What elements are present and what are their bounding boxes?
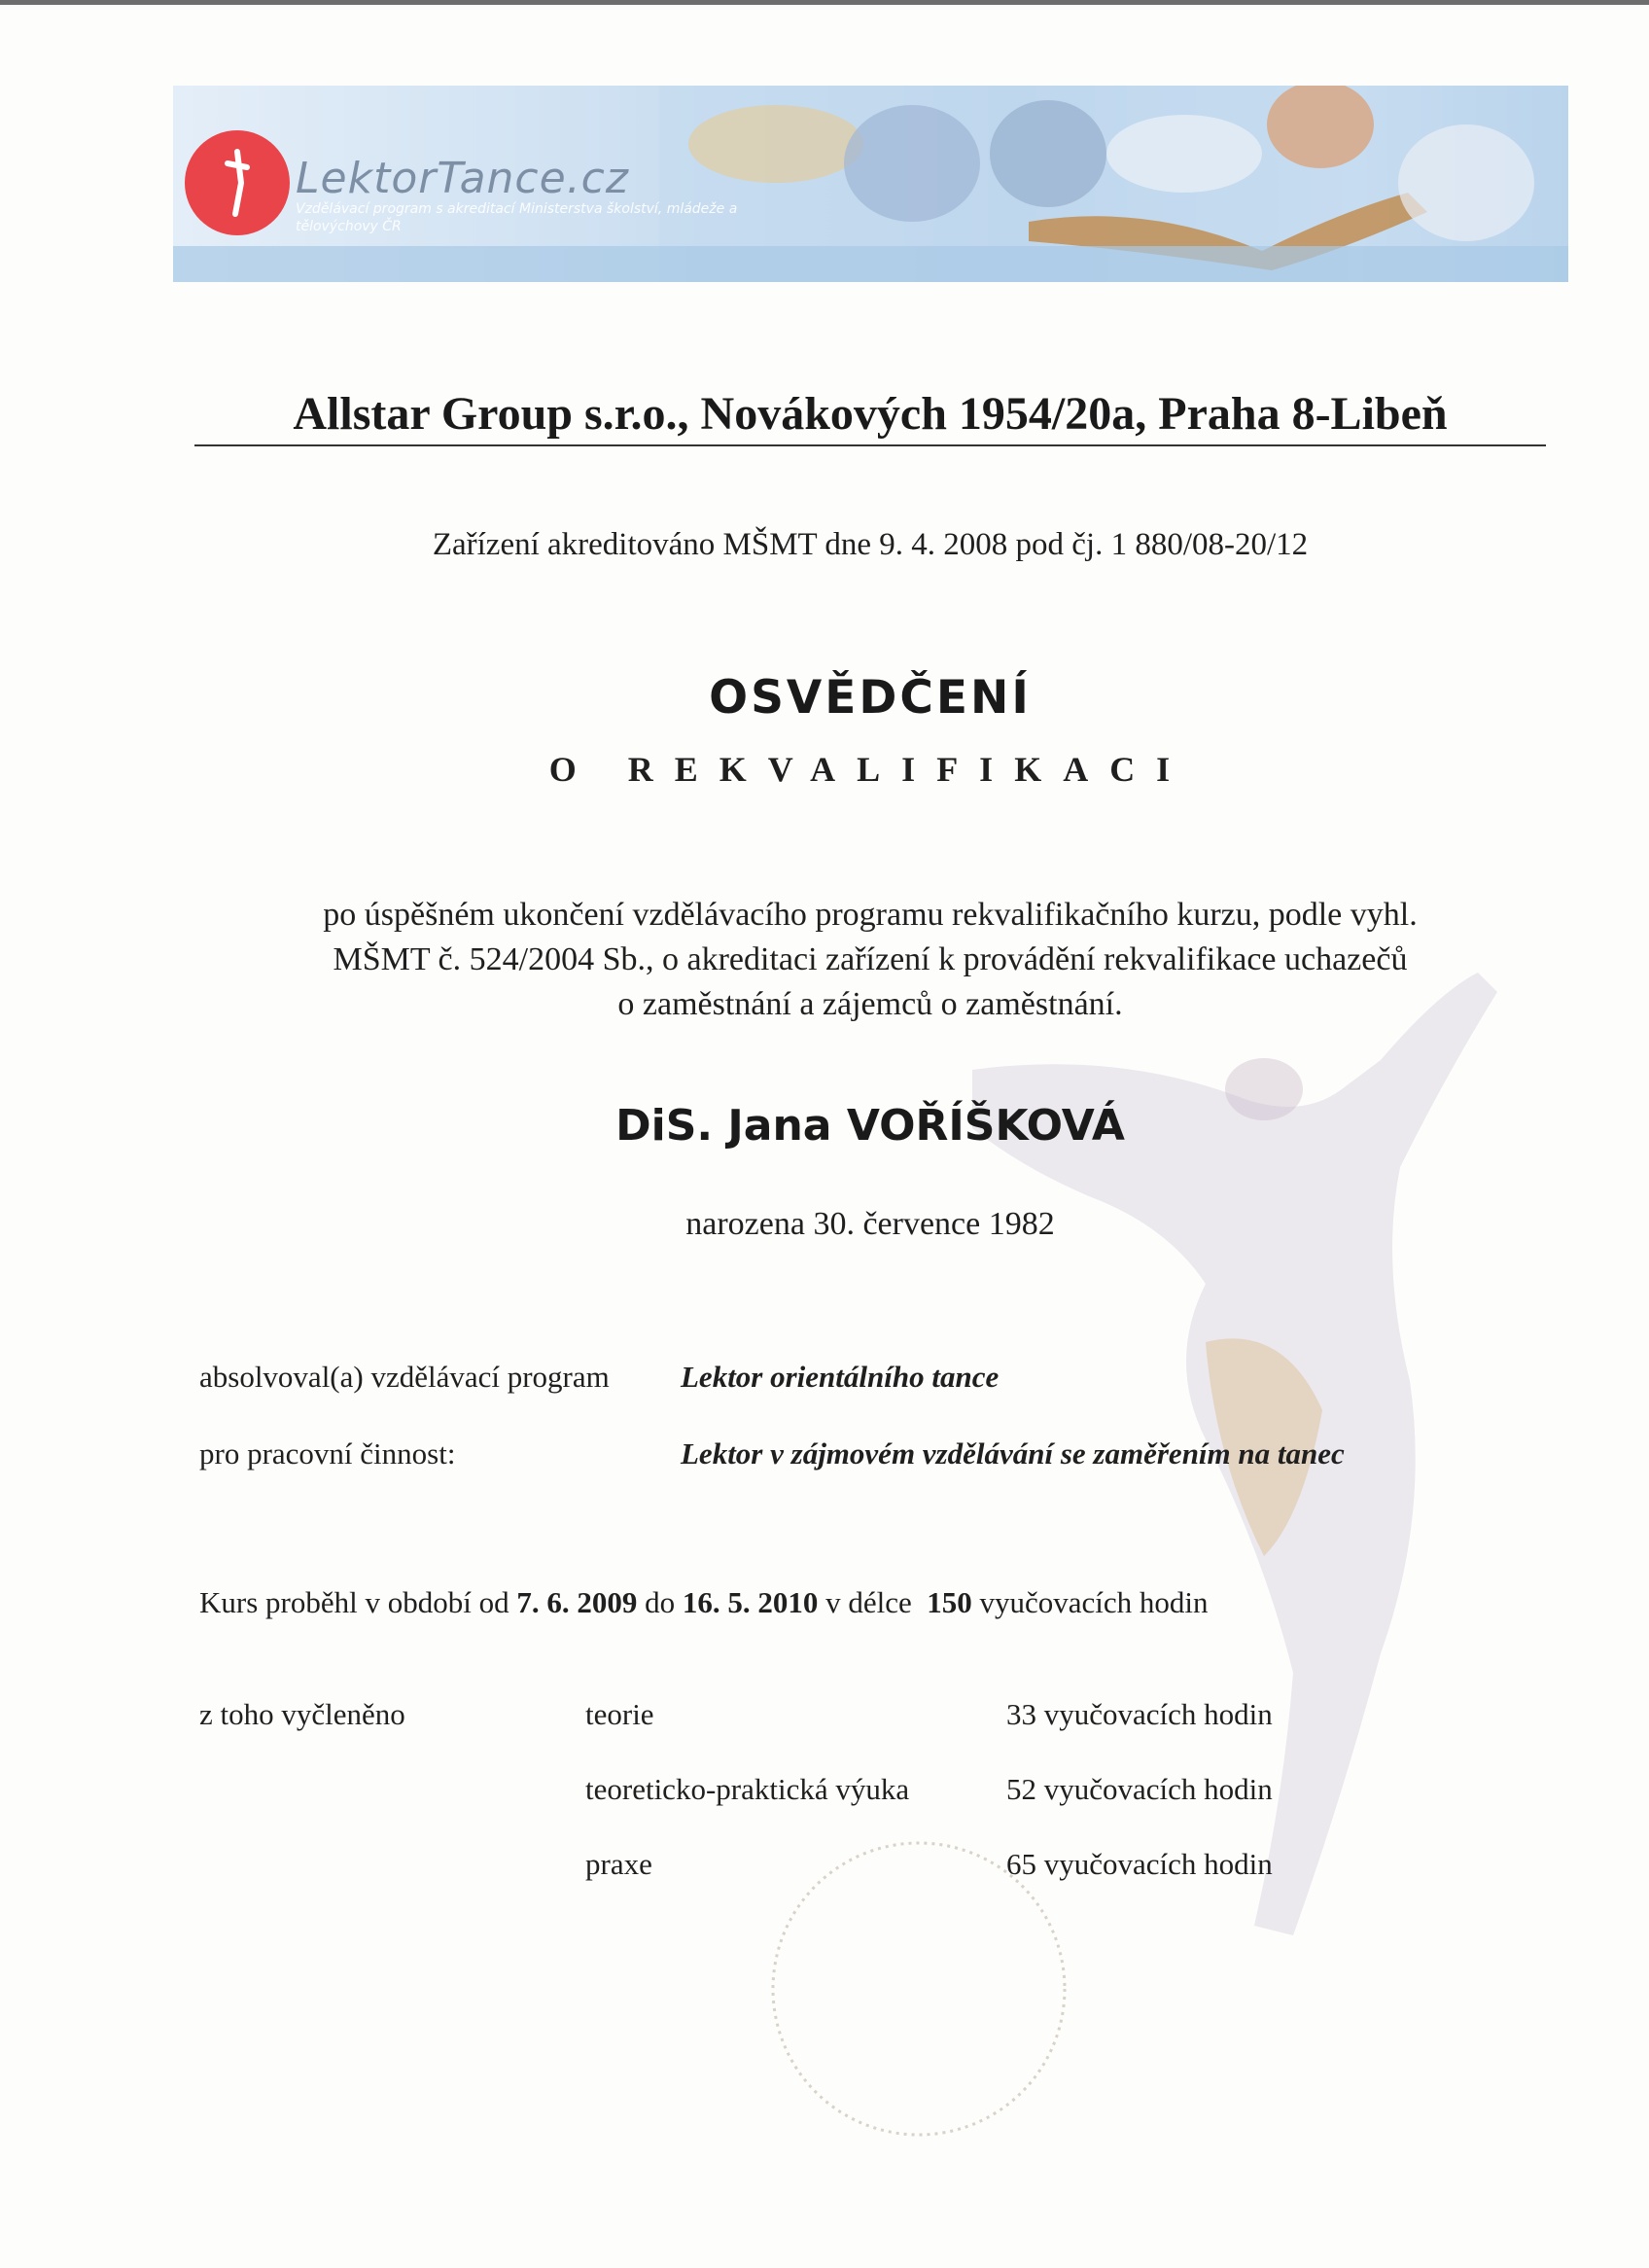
breakdown-row-name: teoreticko-praktická výuka — [585, 1772, 910, 1806]
accreditation-line: Zařízení akreditováno MŠMT dne 9. 4. 2008 pod čj. 1 880/08-20/12 — [432, 527, 1309, 562]
breakdown-label: z toho vyčleněno — [199, 1697, 405, 1731]
breakdown-row-hours: 33 vyučovacích hodin — [1006, 1697, 1273, 1731]
program-value: Lektor orientálního tance — [681, 1360, 1000, 1394]
banner-logo-text: LektorTance.cz — [296, 154, 629, 203]
person-name: DiS. Jana VOŘÍŠKOVÁ — [615, 1101, 1125, 1151]
organization-address: Allstar Group s.r.o., Novákových 1954/20a, Praha 8-Libeň — [293, 388, 1448, 440]
intro-line-1: po úspěšném ukončení vzdělávacího programu rekvalifikačního kurzu, podle vyhl. — [323, 897, 1418, 933]
program-label: absolvoval(a) vzdělávací program — [199, 1360, 610, 1394]
breakdown-row-name: praxe — [585, 1847, 652, 1881]
breakdown-row-name: teorie — [585, 1697, 654, 1731]
course-date-from: 7. 6. 2009 — [516, 1585, 638, 1619]
course-prefix: Kurs proběhl v období od — [199, 1585, 509, 1619]
course-period — [199, 1585, 1209, 1620]
banner-tagline: Vzdělávací program s akreditací Ministerstva školství, mládeže a tělovýchovy ČR — [296, 201, 738, 234]
activity-label: pro pracovní činnost: — [199, 1436, 456, 1471]
course-length-label: v délce — [825, 1585, 912, 1619]
certificate-title: OSVĚDČENÍ — [709, 671, 1032, 725]
intro-text — [224, 893, 1517, 1027]
course-middle: do — [645, 1585, 676, 1619]
course-hours: 150 — [927, 1585, 972, 1619]
intro-line-3: o zaměstnání a zájemců o zaměstnání. — [617, 986, 1123, 1022]
breakdown-row-hours: 52 vyučovacích hodin — [1006, 1772, 1273, 1806]
course-hours-unit: vyučovacích hodin — [979, 1585, 1209, 1619]
breakdown-row-hours: 65 vyučovacích hodin — [1006, 1847, 1273, 1881]
certificate-subtitle: O REKVALIFIKACI — [548, 750, 1192, 789]
course-date-to: 16. 5. 2010 — [682, 1585, 819, 1619]
intro-line-2: MŠMT č. 524/2004 Sb., o akreditaci zařízení k provádění rekvalifikace uchazečů — [333, 941, 1408, 977]
activity-value: Lektor v zájmovém vzdělávání se zaměřením na tanec — [681, 1436, 1345, 1471]
birth-date: narozena 30. července 1982 — [685, 1206, 1055, 1242]
stamp-outline — [773, 1843, 1065, 2135]
header-rule — [194, 444, 1546, 446]
